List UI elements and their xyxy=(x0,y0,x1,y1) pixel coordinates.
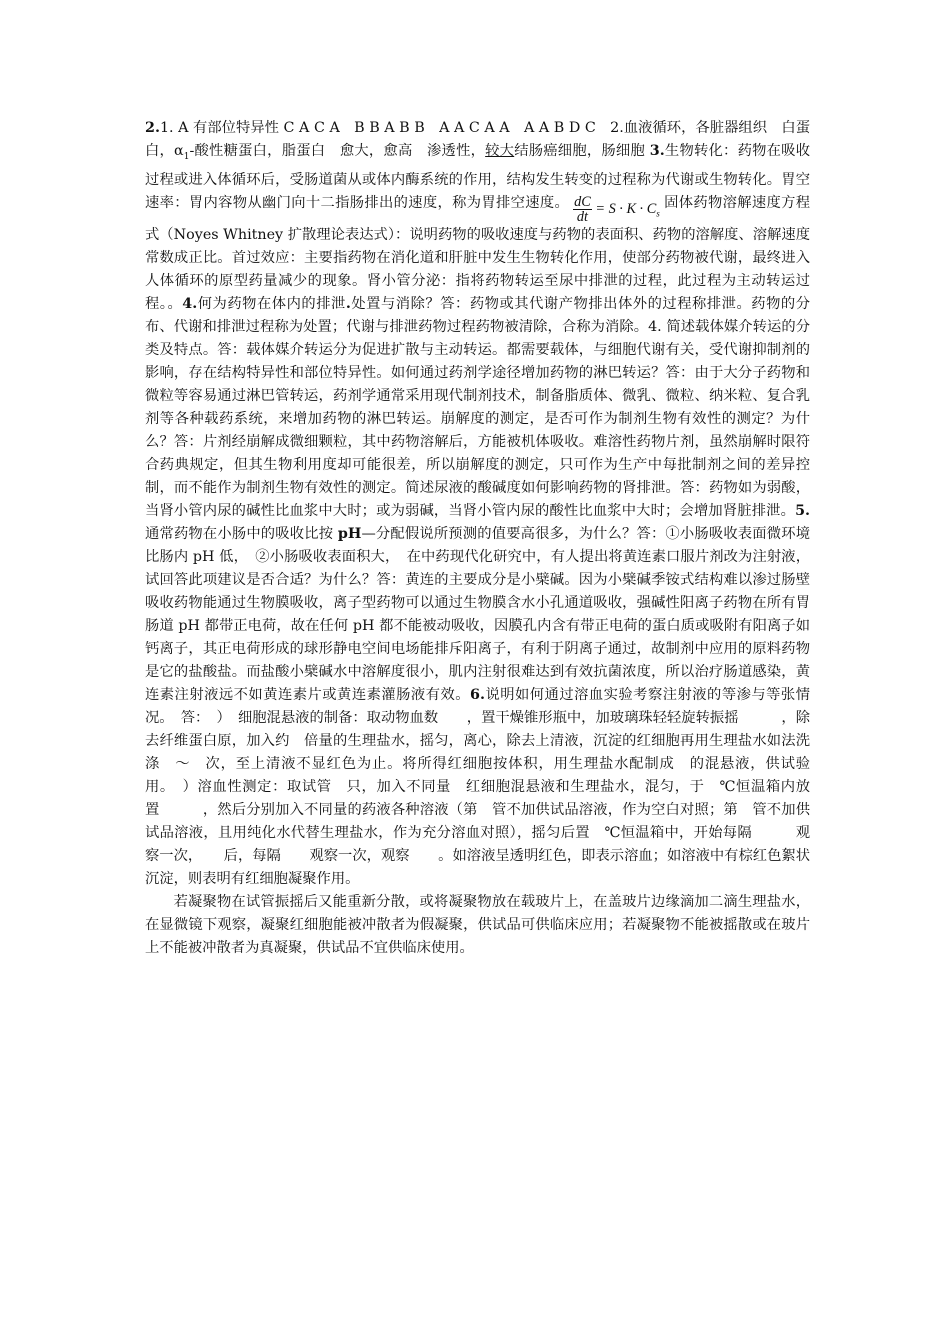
text-segment: 1. A 有部位特异性 C A C A B B A B B A A C A A A A B D C 2.血液循环，各脏器组织 白蛋白，α xyxy=(145,120,810,159)
paragraph-p1 xyxy=(145,117,810,891)
text-segment: 通常药物在小肠中的吸收比按 xyxy=(145,526,338,543)
noyes-whitney-formula xyxy=(573,195,660,224)
text-segment: 5. xyxy=(795,503,810,520)
text-segment: 较大 xyxy=(485,143,515,159)
text-segment: -酸性糖蛋白，脂蛋白 愈大，愈高 渗透性， xyxy=(189,143,486,159)
formula-fraction xyxy=(573,195,592,224)
text-segment: 处置与消除？答：药物或其代谢产物排出体外的过程称排泄。药物的分布、代谢和排泄过程称为处置；代谢与排泄药物过程药物被清除，合称为消除。4. 简述载体媒介转运的分类及特点。答：载体媒介转运分为促进扩散与主动转运。都需要载体，与细胞代谢有关，受代谢抑制剂的影响，存在结构特异性和部位特异性。如何通过药剂学途径增加药物的淋巴转运？答：由于大分子药物和微粒等容易通过淋巴管转运，药剂学通常采用现代制剂技术，制备脂质体、微乳、微粒、纳米粒、复合乳剂等各种载药系统，来增加药物的淋巴转运。崩解度的测定，是否可作为制剂生物有效性的测定？为什么？答：片剂经崩解成微细颗粒，其中药物溶解后，方能被机体吸收。难溶性药物片剂，虽然崩解时限符合药典规定，但其生物利用度却可能很差，所以崩解度的测定，只可作为生产中每批制剂之间的差异控制，而不能作为制剂生物有效性的测定。简述尿液的酸碱度如何影响药物的肾排泄。答：药物如为弱酸，当肾小管内尿的碱性比血浆中大时；或为弱碱，当肾小管内尿的酸性比血浆中大时；会增加肾脏排泄。 xyxy=(145,296,811,520)
document-page xyxy=(145,117,810,960)
formula-denominator: dt xyxy=(576,209,588,226)
text-segment: 3. xyxy=(649,143,665,159)
text-segment: 1 xyxy=(183,151,190,162)
text-segment: 固体药物溶解速度方程式（Noyes Whitney 扩散理论表达式）：说明药物的吸收速度与药物的表面积、药物的溶解度、溶解速度常数成正比。首过效应：主要指药物在消化道和肝脏中发生生物转化作用，使部分药物被代谢，最终进入人体循环的原型药量减少的现象。肾小管分泌：指将药物转运至尿中排泄的过程，此过程为主动转运过程。。 xyxy=(145,194,811,313)
text-segment: 4. xyxy=(182,296,198,313)
formula-numerator: dC xyxy=(574,194,591,211)
text-segment: —分配假说所预测的值要高很多，为什么？答：①小肠吸收表面微环境比肠内 pH 低， ②小肠吸收表面积大， 在中药现代化研究中，有人提出将黄连素口服片剂改为注射液，试回答此项建议是否合适？为什么？答：黄连的主要成分是小檗碱。因为小檗碱季铵式结构难以渗过肠壁吸收药物能通过生物膜吸收，离子型药物可以通过生物膜含水小孔通道吸收，强碱性阳离子药物在所有胃肠道 pH 都带正电荷，故在任何 pH 都不能被动吸收，因膜孔内含有带正电荷的蛋白质或吸附有阳离子如钙离子，其正电荷形成的球形静电空间电场能排斥阳离子，有利于阴离子通过，故制剂中应用的原料药物是它的盐酸盐。而盐酸小檗碱水中溶解度很小，肌内注射很难达到有效抗菌浓度，所以治疗肠道感染，黄连素注射液远不如黄连素片或黄连素灌肠液有效。 xyxy=(145,526,811,704)
formula-rhs-subscript: s xyxy=(656,208,660,219)
text-segment: pH xyxy=(337,526,362,543)
text-segment: 若凝聚物在试管振摇后又能重新分散，或将凝聚物放在载玻片上，在盖玻片边缘滴加二滴生理盐水，在显微镜下观察，凝聚红细胞能被冲散者为假凝聚，供试品可供临床应用；若凝聚物不能被摇散或在玻片上不能被冲散者为真凝聚，供试品不宜供临床使用。 xyxy=(145,894,810,957)
text-segment: 生物转化：药物在吸收过程或进入体循环后，受肠道菌从或体内酶系统的作用，结构发生转变的过程称为代谢或生物转化。胃空速率：胃内容物从幽门向十二指肠排出的速度，称为胃排空速度。 xyxy=(145,143,811,211)
text-segment: 2. xyxy=(145,120,160,136)
text-segment: 结肠癌细胞，肠细胞 xyxy=(514,143,650,159)
paragraph-p2 xyxy=(145,891,810,960)
formula-rhs: = S · K · C xyxy=(595,200,657,217)
text-segment: 何为药物在体内的排泄 xyxy=(197,296,346,313)
text-segment: 说明如何通过溶血实验考察注射液的等渗与等张情况。 答： ） 细胞混悬液的制备：取动物血数 ，置干燥锥形瓶中，加玻璃珠轻轻旋转振摇 ，除去纤维蛋白原，加入约 倍量的生理盐水，摇匀，离心，除去上清液，沉淀的红细胞再用生理盐水如法洗涤 ～ 次，至上清液不显红色为止。将所得红细胞按体积，用生理盐水配制成 的混悬液，供试验用。 ）溶血性测定：取试管 只，加入不同量 红细胞混悬液和生理盐水，混匀，于 ℃恒温箱内放置 ，然后分别加入不同量的药液各种溶液（第 管不加供试品溶液，作为空白对照；第 管不加供试品溶液，且用纯化水代替生理盐水，作为充分溶血对照），摇匀后置 ℃恒温箱中，开始每隔 观察一次， 后，每隔 观察一次，观察 。如溶液呈透明红色，即表示溶血；如溶液中有棕红色絮状沉淀，则表明有红细胞凝聚作用。 xyxy=(145,687,810,888)
text-segment: . xyxy=(345,296,351,313)
text-segment: 6. xyxy=(470,687,485,704)
